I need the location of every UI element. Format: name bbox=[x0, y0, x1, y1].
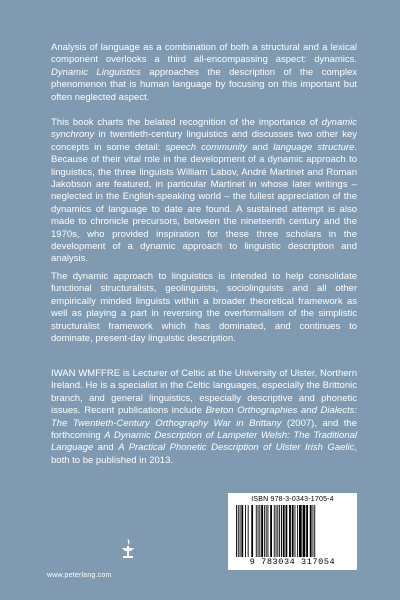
barcode-bar bbox=[261, 505, 263, 557]
barcode-bar bbox=[266, 505, 267, 557]
text-run: approaches the description of the complex phenomenon that is human language by focusing on this important but often neglected aspect. bbox=[51, 66, 357, 103]
barcode-bar bbox=[281, 505, 282, 557]
text-run: . Because of their vital role in the development of a dynamic approach to linguistics, the three linguists William Labov, André Martinet and Roman Jakobson are featured, in particular Martinet in whose later writings – neglected in the English-speaking world – the fullest appreciation of the dynamics of language to date are found. A sustained attempt is also made to chronicle precursors, between the nineteenth century and the 1970s, who provided inspiration for these three scholars in the development of a dynamic approach to linguistic description and analysis. bbox=[51, 141, 357, 265]
text-run: in twentieth-century linguistics and discusses two other key concepts in some detail: bbox=[51, 129, 357, 153]
barcode-bar bbox=[295, 505, 296, 557]
barcode-bar bbox=[306, 505, 308, 557]
barcode-digits: 9 783034 317054 bbox=[249, 557, 336, 567]
term-italic: speech community bbox=[165, 141, 248, 153]
text-run: This book charts the belated recognition of the importance of bbox=[51, 117, 322, 128]
publication-title-italic: Breton Orthographies and Dialects: The Twentieth-Century Orthography War in Brittany bbox=[51, 405, 357, 429]
text-run: and bbox=[93, 442, 119, 454]
lamp-icon bbox=[120, 538, 136, 560]
barcode-bar bbox=[297, 505, 298, 557]
book-title-italic: Dynamic Linguistics bbox=[51, 66, 141, 78]
term-italic: language structure bbox=[273, 141, 355, 153]
isbn-barcode-box bbox=[228, 493, 357, 570]
barcode-bar bbox=[279, 505, 280, 557]
barcode-bar bbox=[256, 505, 257, 557]
text-run: Analysis of language as a combination of both a structural and a lexical component overlooks a third all-encompassing aspect: dynamics. bbox=[51, 42, 357, 66]
barcode-bar bbox=[251, 505, 253, 557]
barcode-bar bbox=[283, 505, 285, 557]
intro-paragraph bbox=[51, 42, 357, 104]
barcode-bar bbox=[270, 505, 272, 557]
barcode-bar bbox=[248, 505, 249, 557]
barcode-bar bbox=[236, 505, 237, 557]
barcode-bar bbox=[259, 505, 260, 557]
barcode-bar bbox=[268, 505, 269, 557]
barcode-bar bbox=[245, 505, 246, 557]
barcode-bar bbox=[276, 505, 277, 557]
isbn-label: ISBN 978-3-0343-1705-4 bbox=[251, 496, 334, 503]
barcode-bar bbox=[292, 505, 294, 557]
text-run: IWAN WMFFRE is Lecturer of Celtic at the University of Ulster, Northern Ireland. He is a specialist in the Celtic languages, especially the Brittonic branch, and general linguistics, especially descriptive and phonetic issues. Recent publications include bbox=[51, 368, 357, 417]
barcode-bar bbox=[241, 505, 243, 557]
approach-paragraph bbox=[51, 271, 357, 345]
text-run: The dynamic approach to linguistics is intended to help consolidate functional structuralists, geolinguists, sociolinguists and all other empirically minded linguists within a broader theoretical framework as well as playing a part in reversing the overformalism of the simplistic structuralist framework which has dominated, and continues to dominate, present-day linguistic description. bbox=[51, 271, 357, 345]
publication-title-italic: A Dynamic Description of Lampeter Welsh: The Traditional Language bbox=[51, 430, 357, 454]
barcode-bar bbox=[258, 505, 259, 557]
barcode-bar bbox=[289, 505, 291, 557]
term-italic: dynamic synchrony bbox=[51, 117, 357, 141]
barcode-bar bbox=[310, 505, 312, 557]
barcode-bar bbox=[240, 505, 241, 557]
author-bio-paragraph bbox=[51, 368, 357, 467]
barcode-bar bbox=[313, 505, 314, 557]
publisher-url[interactable]: www.peterlang.com bbox=[47, 572, 112, 579]
summary-paragraph bbox=[51, 117, 357, 266]
text-run: and bbox=[247, 141, 274, 153]
text-run: (2007), and the forthcoming bbox=[51, 417, 357, 442]
barcode-bar bbox=[274, 505, 275, 557]
barcode-bar bbox=[238, 505, 239, 557]
barcode bbox=[234, 505, 351, 557]
barcode-bar bbox=[286, 505, 288, 557]
barcode-bar bbox=[277, 505, 278, 557]
barcode-bar bbox=[299, 505, 302, 557]
text-run: , both to be published in 2013. bbox=[51, 442, 357, 466]
barcode-bar bbox=[264, 505, 265, 557]
barcode-bar bbox=[303, 505, 306, 557]
publication-title-italic: A Practical Phonetic Description of Ulster Irish Gaelic bbox=[118, 442, 355, 454]
barcode-bar bbox=[314, 505, 315, 557]
